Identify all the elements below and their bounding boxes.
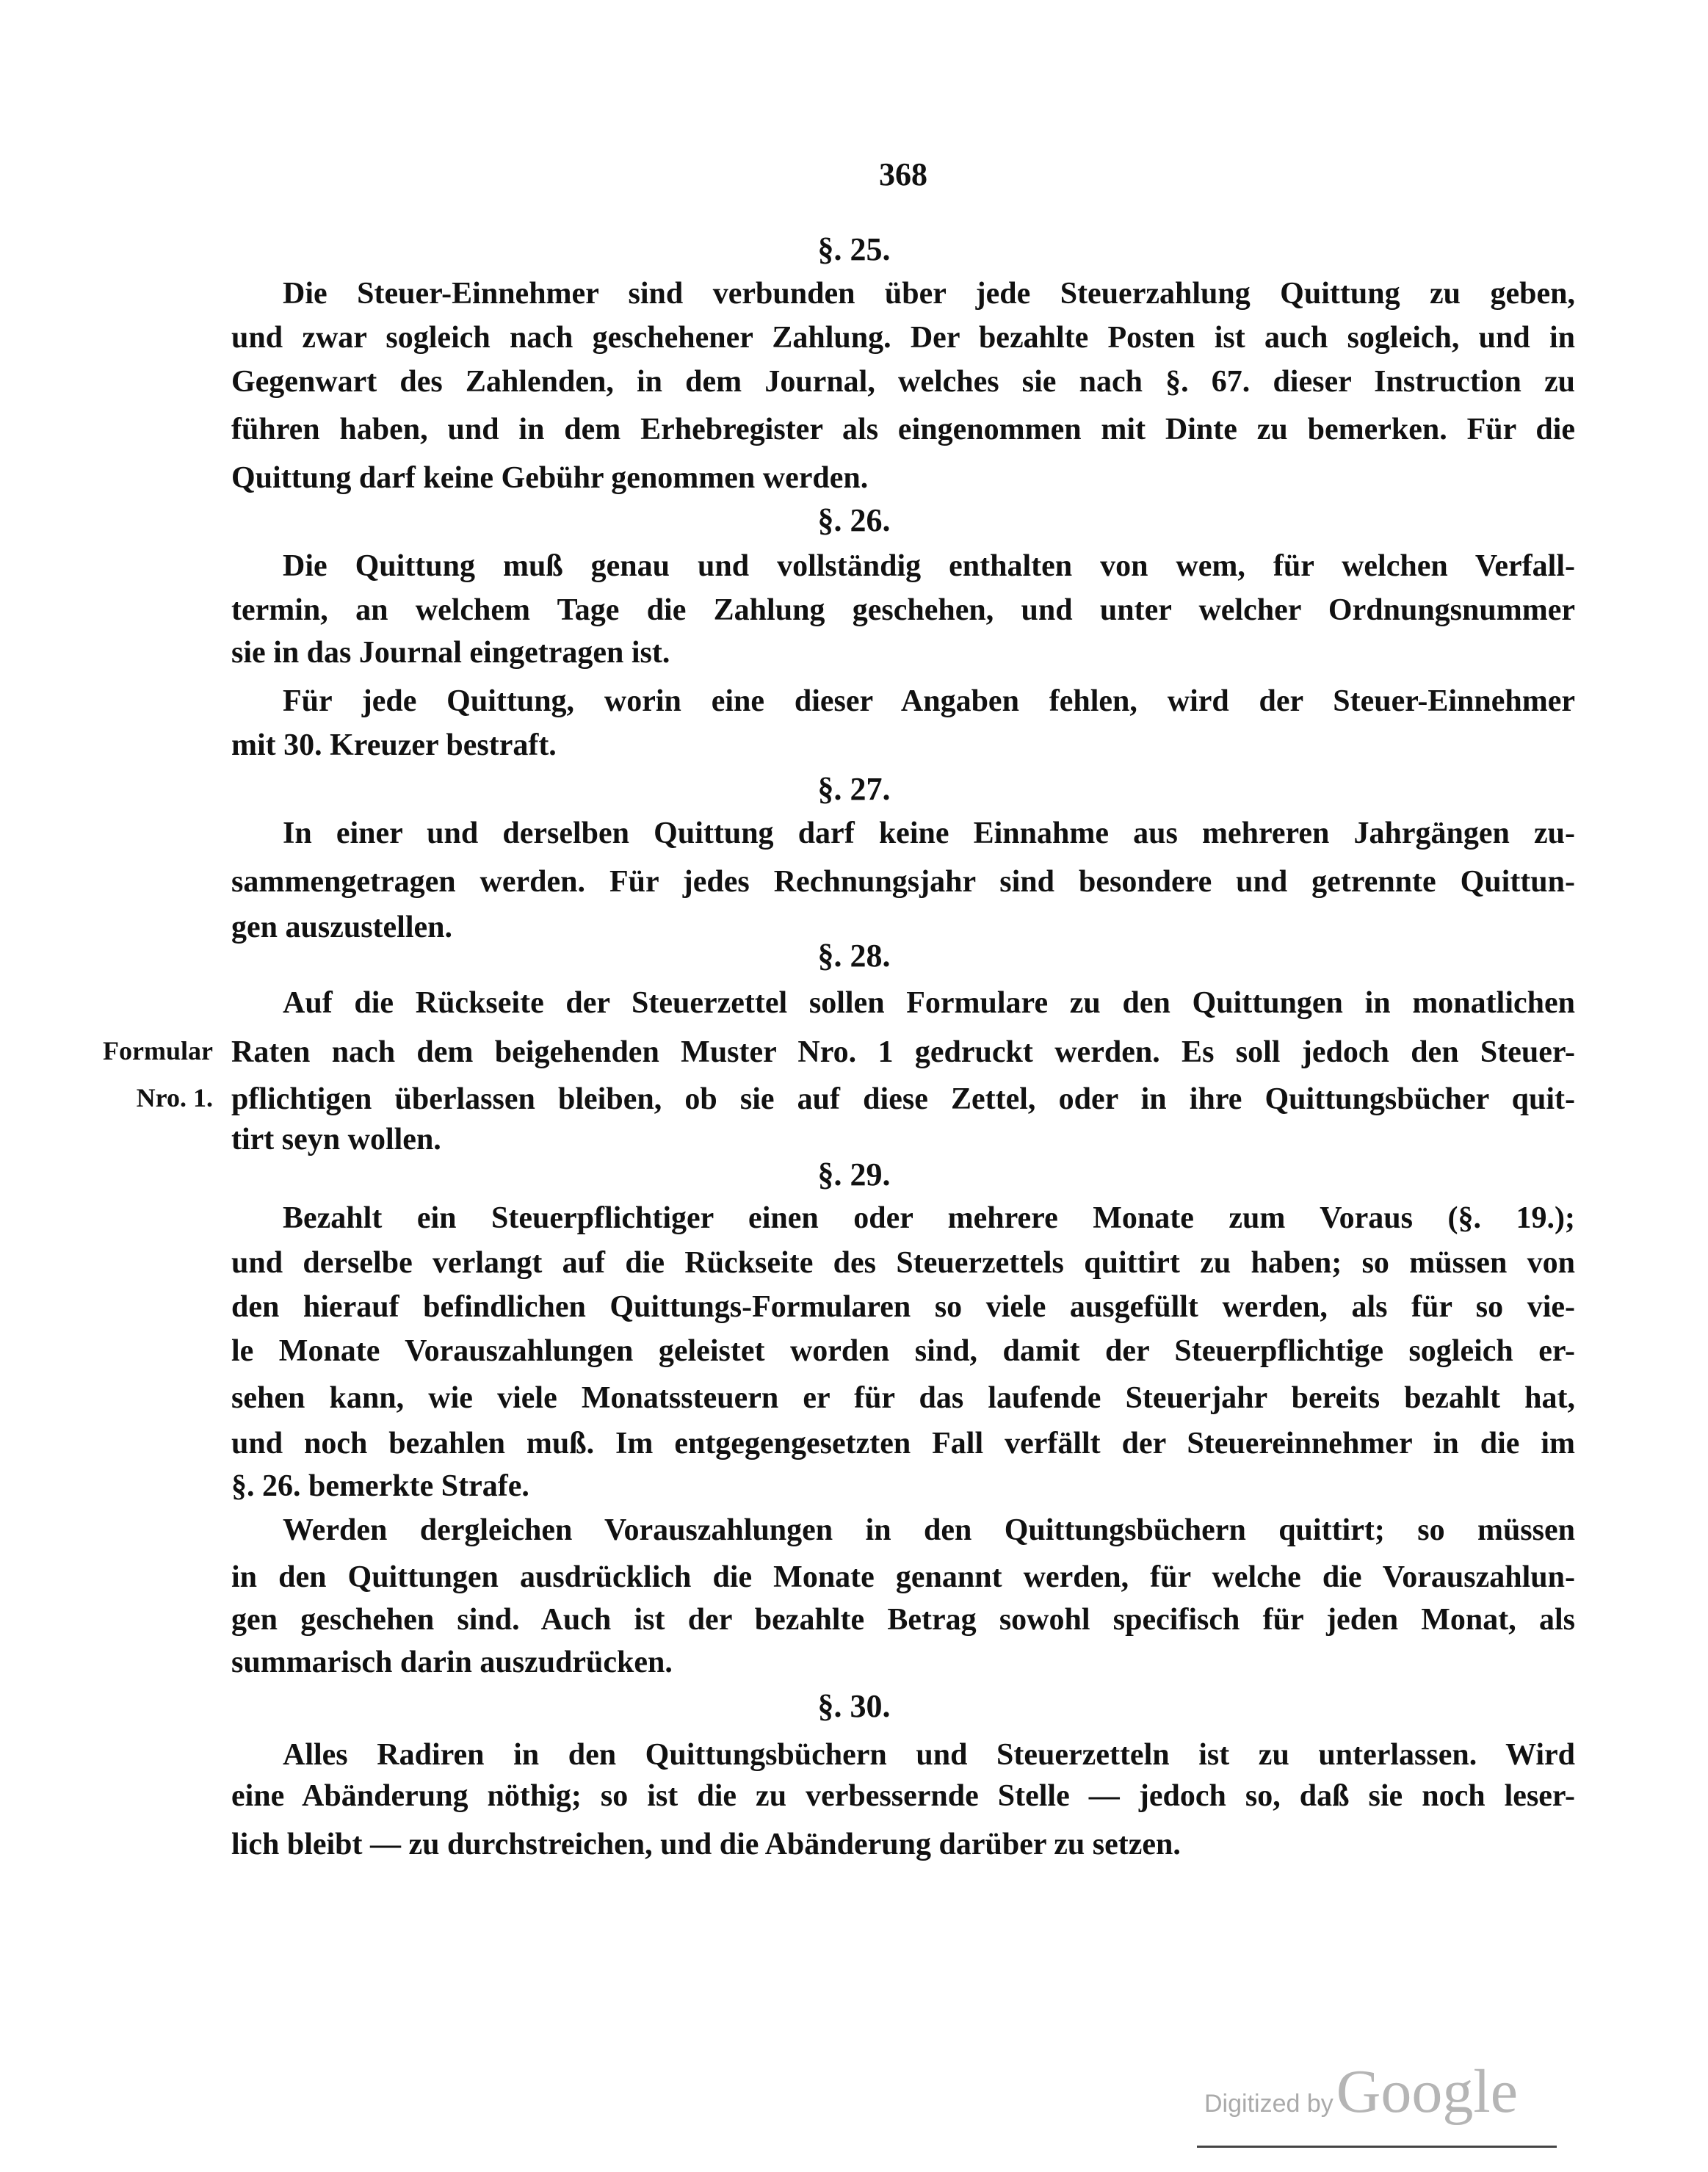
section-heading: §. 27.: [817, 771, 891, 807]
text-line: Die Steuer-Einnehmer sind verbunden über jede Steuerzahlung Quittung zu geben,: [283, 277, 1575, 311]
page-number: 368: [879, 156, 927, 192]
section-heading: §. 28.: [817, 938, 891, 974]
text-line: Alles Radiren in den Quittungsbüchern und Steuerzetteln ist zu unterlassen. Wird: [283, 1738, 1575, 1772]
bottom-rule: [1197, 2146, 1557, 2148]
text-line: in den Quittungen ausdrücklich die Monate genannt werden, für welche die Vorauszahlun-: [231, 1560, 1575, 1594]
text-line: Quittung darf keine Gebühr genommen werden.: [231, 461, 869, 495]
text-line: Für jede Quittung, worin eine dieser Angaben fehlen, wird der Steuer-Einnehmer: [283, 684, 1575, 718]
section-heading: §. 26.: [817, 502, 891, 538]
text-line: Raten nach dem beigehenden Muster Nro. 1 gedruckt werden. Es soll jedoch den Steuer-: [231, 1035, 1575, 1069]
text-line: den hierauf befindlichen Quittungs-Formularen so viele ausgefüllt werden, als für so vie-: [231, 1290, 1575, 1324]
text-line: und noch bezahlen muß. Im entgegengesetzten Fall verfällt der Steuereinnehmer in die im: [231, 1427, 1575, 1460]
text-line: Bezahlt ein Steuerpflichtiger einen oder mehrere Monate zum Voraus (§. 19.);: [283, 1201, 1575, 1235]
text-line: sie in das Journal eingetragen ist.: [231, 636, 670, 670]
text-line: sehen kann, wie viele Monatssteuern er für das laufende Steuerjahr bereits bezahlt hat,: [231, 1381, 1575, 1415]
text-line: tirt seyn wollen.: [231, 1123, 441, 1156]
text-line: termin, an welchem Tage die Zahlung geschehen, und unter welcher Ordnungsnummer: [231, 593, 1575, 627]
text-line: pflichtigen überlassen bleiben, ob sie auf diese Zettel, oder in ihre Quittungsbücher quit-: [231, 1082, 1575, 1116]
text-line: sammengetragen werden. Für jedes Rechnungsjahr sind besondere und getrennte Quittun-: [231, 865, 1575, 899]
text-line: Werden dergleichen Vorauszahlungen in den Quittungsbüchern quittirt; so müssen: [283, 1513, 1575, 1547]
section-heading: §. 29.: [817, 1156, 891, 1192]
section-heading: §. 30.: [817, 1688, 891, 1724]
text-line: lich bleibt — zu durchstreichen, und die Abänderung darüber zu setzen.: [231, 1828, 1181, 1861]
text-line: gen geschehen sind. Auch ist der bezahlte Betrag sowohl specifisch für jeden Monat, als: [231, 1603, 1575, 1637]
text-line: le Monate Vorauszahlungen geleistet worden sind, damit der Steuerpflichtige sogleich er-: [231, 1334, 1575, 1368]
text-line: summarisch darin auszudrücken.: [231, 1646, 673, 1679]
text-line: mit 30. Kreuzer bestraft.: [231, 728, 557, 762]
watermark-prefix: Digitized by: [1204, 2090, 1334, 2118]
text-line: führen haben, und in dem Erhebregister als eingenommen mit Dinte zu bemerken. Für die: [231, 413, 1575, 446]
text-line: und zwar sogleich nach geschehener Zahlung. Der bezahlte Posten ist auch sogleich, und in: [231, 321, 1575, 355]
section-heading: §. 25.: [817, 231, 891, 267]
text-line: Die Quittung muß genau und vollständig enthalten von wem, für welchen Verfall-: [283, 549, 1575, 583]
text-line: §. 26. bemerkte Strafe.: [231, 1469, 529, 1503]
text-line: eine Abänderung nöthig; so ist die zu verbessernde Stelle — jedoch so, daß sie noch leser-: [231, 1779, 1575, 1813]
text-line: und derselbe verlangt auf die Rückseite des Steuerzettels quittirt zu haben; so müssen von: [231, 1246, 1575, 1280]
text-line: gen auszustellen.: [231, 911, 453, 944]
text-line: Auf die Rückseite der Steuerzettel sollen Formulare zu den Quittungen in monatlichen: [283, 986, 1575, 1020]
margin-note: Formular: [103, 1036, 213, 1065]
text-line: Gegenwart des Zahlenden, in dem Journal, welches sie nach §. 67. dieser Instruction zu: [231, 365, 1575, 399]
text-line: In einer und derselben Quittung darf keine Einnahme aus mehreren Jahrgängen zu-: [283, 817, 1575, 850]
digitized-by-google-watermark: [1204, 2056, 1518, 2127]
margin-note: Nro. 1.: [136, 1083, 213, 1112]
watermark-brand: Google: [1336, 2057, 1519, 2126]
